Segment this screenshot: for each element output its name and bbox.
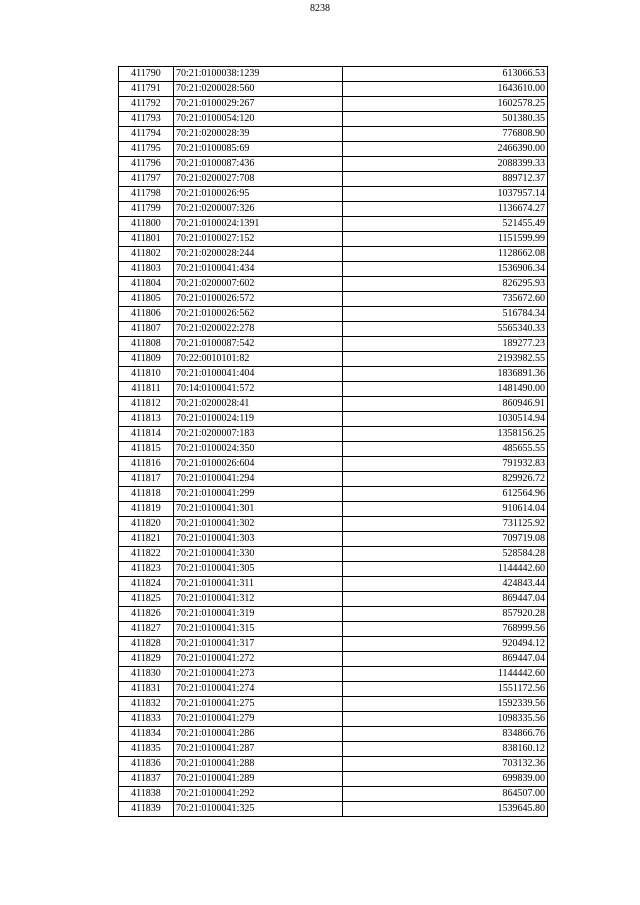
row-number-cell: 411798 (119, 187, 174, 202)
cadastral-number-cell: 70:21:0100041:287 (174, 742, 343, 757)
cadastral-number-cell: 70:21:0100041:275 (174, 697, 343, 712)
cadastral-number-cell: 70:21:0100038:1239 (174, 67, 343, 82)
table-row (119, 322, 548, 337)
cadastral-number-cell: 70:21:0100041:311 (174, 577, 343, 592)
table-row (119, 802, 548, 817)
cadastral-number-cell: 70:21:0200028:244 (174, 247, 343, 262)
row-number-cell: 411820 (119, 517, 174, 532)
row-number-cell: 411835 (119, 742, 174, 757)
row-number-cell: 411791 (119, 82, 174, 97)
cadastral-value-cell: 613066.53 (343, 67, 548, 82)
table-row (119, 727, 548, 742)
cadastral-number-cell: 70:21:0100041:302 (174, 517, 343, 532)
row-number-cell: 411817 (119, 472, 174, 487)
row-number-cell: 411826 (119, 607, 174, 622)
table-row (119, 562, 548, 577)
cadastral-value-cell: 2466390.00 (343, 142, 548, 157)
row-number-cell: 411832 (119, 697, 174, 712)
table-row (119, 427, 548, 442)
table-row (119, 382, 548, 397)
cadastral-number-cell: 70:21:0100024:1391 (174, 217, 343, 232)
cadastral-number-cell: 70:21:0200022:278 (174, 322, 343, 337)
table-row (119, 82, 548, 97)
cadastral-value-cell: 2088399.33 (343, 157, 548, 172)
cadastral-number-cell: 70:21:0100041:279 (174, 712, 343, 727)
cadastral-number-cell: 70:21:0100087:436 (174, 157, 343, 172)
cadastral-value-cell: 1592339.56 (343, 697, 548, 712)
cadastral-value-cell: 709719.08 (343, 532, 548, 547)
row-number-cell: 411797 (119, 172, 174, 187)
cadastral-value-cell: 485655.55 (343, 442, 548, 457)
cadastral-number-cell: 70:21:0100041:319 (174, 607, 343, 622)
table-row (119, 592, 548, 607)
cadastral-number-cell: 70:21:0100041:292 (174, 787, 343, 802)
table-row (119, 742, 548, 757)
cadastral-value-cell: 501380.35 (343, 112, 548, 127)
table-row (119, 367, 548, 382)
cadastral-value-cell: 864507.00 (343, 787, 548, 802)
row-number-cell: 411816 (119, 457, 174, 472)
cadastral-number-cell: 70:21:0200007:602 (174, 277, 343, 292)
cadastral-value-cell: 424843.44 (343, 577, 548, 592)
row-number-cell: 411810 (119, 367, 174, 382)
cadastral-value-table (118, 66, 548, 817)
cadastral-value-cell: 1128662.08 (343, 247, 548, 262)
table-row (119, 772, 548, 787)
table-row (119, 202, 548, 217)
cadastral-value-cell: 5565340.33 (343, 322, 548, 337)
cadastral-value-cell: 189277.23 (343, 337, 548, 352)
cadastral-number-cell: 70:21:0100041:404 (174, 367, 343, 382)
row-number-cell: 411799 (119, 202, 174, 217)
cadastral-value-cell: 869447.04 (343, 652, 548, 667)
table-row (119, 787, 548, 802)
cadastral-value-cell: 528584.28 (343, 547, 548, 562)
row-number-cell: 411821 (119, 532, 174, 547)
row-number-cell: 411834 (119, 727, 174, 742)
cadastral-number-cell: 70:21:0200007:326 (174, 202, 343, 217)
cadastral-value-cell: 838160.12 (343, 742, 548, 757)
cadastral-number-cell: 70:21:0200007:183 (174, 427, 343, 442)
table-row (119, 637, 548, 652)
row-number-cell: 411795 (119, 142, 174, 157)
row-number-cell: 411792 (119, 97, 174, 112)
cadastral-number-cell: 70:14:0100041:572 (174, 382, 343, 397)
cadastral-value-cell: 829926.72 (343, 472, 548, 487)
table-row (119, 532, 548, 547)
cadastral-value-cell: 1643610.00 (343, 82, 548, 97)
row-number-cell: 411802 (119, 247, 174, 262)
cadastral-number-cell: 70:21:0100041:312 (174, 592, 343, 607)
cadastral-value-cell: 521455.49 (343, 217, 548, 232)
table-row (119, 157, 548, 172)
cadastral-value-cell: 1144442.60 (343, 667, 548, 682)
row-number-cell: 411811 (119, 382, 174, 397)
table-row (119, 682, 548, 697)
row-number-cell: 411809 (119, 352, 174, 367)
row-number-cell: 411822 (119, 547, 174, 562)
row-number-cell: 411814 (119, 427, 174, 442)
cadastral-number-cell: 70:22:0010101:82 (174, 352, 343, 367)
cadastral-value-cell: 768999.56 (343, 622, 548, 637)
table-row (119, 712, 548, 727)
cadastral-number-cell: 70:21:0100041:272 (174, 652, 343, 667)
cadastral-value-cell: 1358156.25 (343, 427, 548, 442)
row-number-cell: 411801 (119, 232, 174, 247)
cadastral-value-cell: 735672.60 (343, 292, 548, 307)
row-number-cell: 411805 (119, 292, 174, 307)
row-number-cell: 411790 (119, 67, 174, 82)
cadastral-number-cell: 70:21:0100041:301 (174, 502, 343, 517)
row-number-cell: 411833 (119, 712, 174, 727)
cadastral-value-cell: 1481490.00 (343, 382, 548, 397)
cadastral-value-cell: 1539645.80 (343, 802, 548, 817)
row-number-cell: 411837 (119, 772, 174, 787)
row-number-cell: 411829 (119, 652, 174, 667)
table-row (119, 487, 548, 502)
cadastral-number-cell: 70:21:0100054:120 (174, 112, 343, 127)
cadastral-number-cell: 70:21:0200028:41 (174, 397, 343, 412)
cadastral-value-cell: 1836891.36 (343, 367, 548, 382)
table-row (119, 517, 548, 532)
table-row (119, 67, 548, 82)
cadastral-number-cell: 70:21:0100041:330 (174, 547, 343, 562)
cadastral-number-cell: 70:21:0100041:294 (174, 472, 343, 487)
table-row (119, 457, 548, 472)
cadastral-value-cell: 920494.12 (343, 637, 548, 652)
page-number: 8238 (310, 3, 330, 14)
row-number-cell: 411828 (119, 637, 174, 652)
cadastral-value-cell: 857920.28 (343, 607, 548, 622)
cadastral-value-cell: 826295.93 (343, 277, 548, 292)
row-number-cell: 411813 (119, 412, 174, 427)
row-number-cell: 411830 (119, 667, 174, 682)
cadastral-value-cell: 1037957.14 (343, 187, 548, 202)
cadastral-number-cell: 70:21:0100041:317 (174, 637, 343, 652)
cadastral-value-cell: 516784.34 (343, 307, 548, 322)
table-row (119, 472, 548, 487)
row-number-cell: 411819 (119, 502, 174, 517)
row-number-cell: 411815 (119, 442, 174, 457)
cadastral-value-cell: 1151599.99 (343, 232, 548, 247)
cadastral-value-cell: 910614.04 (343, 502, 548, 517)
cadastral-number-cell: 70:21:0100041:273 (174, 667, 343, 682)
cadastral-number-cell: 70:21:0100029:267 (174, 97, 343, 112)
row-number-cell: 411836 (119, 757, 174, 772)
table-body (119, 67, 548, 817)
cadastral-number-cell: 70:21:0100041:305 (174, 562, 343, 577)
cadastral-value-cell: 1602578.25 (343, 97, 548, 112)
cadastral-number-cell: 70:21:0100041:303 (174, 532, 343, 547)
table-row (119, 397, 548, 412)
cadastral-number-cell: 70:21:0100041:288 (174, 757, 343, 772)
row-number-cell: 411806 (119, 307, 174, 322)
cadastral-number-cell: 70:21:0100041:434 (174, 262, 343, 277)
row-number-cell: 411812 (119, 397, 174, 412)
row-number-cell: 411839 (119, 802, 174, 817)
cadastral-number-cell: 70:21:0100026:562 (174, 307, 343, 322)
table-row (119, 142, 548, 157)
table-row (119, 412, 548, 427)
cadastral-number-cell: 70:21:0100027:152 (174, 232, 343, 247)
table-row (119, 277, 548, 292)
cadastral-number-cell: 70:21:0100026:604 (174, 457, 343, 472)
cadastral-value-cell: 1098335.56 (343, 712, 548, 727)
table-row (119, 337, 548, 352)
cadastral-number-cell: 70:21:0100026:95 (174, 187, 343, 202)
table-row (119, 667, 548, 682)
cadastral-value-cell: 1144442.60 (343, 562, 548, 577)
cadastral-value-cell: 1136674.27 (343, 202, 548, 217)
table-row (119, 292, 548, 307)
cadastral-value-cell: 1030514.94 (343, 412, 548, 427)
cadastral-value-cell: 834866.76 (343, 727, 548, 742)
row-number-cell: 411827 (119, 622, 174, 637)
cadastral-number-cell: 70:21:0100041:315 (174, 622, 343, 637)
cadastral-value-cell: 731125.92 (343, 517, 548, 532)
table-row (119, 577, 548, 592)
table-row (119, 172, 548, 187)
table-row (119, 247, 548, 262)
row-number-cell: 411803 (119, 262, 174, 277)
row-number-cell: 411838 (119, 787, 174, 802)
cadastral-number-cell: 70:21:0100026:572 (174, 292, 343, 307)
cadastral-number-cell: 70:21:0100041:289 (174, 772, 343, 787)
table-row (119, 112, 548, 127)
cadastral-value-cell: 612564.96 (343, 487, 548, 502)
cadastral-value-cell: 2193982.55 (343, 352, 548, 367)
cadastral-value-cell: 869447.04 (343, 592, 548, 607)
table-row (119, 232, 548, 247)
row-number-cell: 411824 (119, 577, 174, 592)
row-number-cell: 411804 (119, 277, 174, 292)
cadastral-number-cell: 70:21:0200028:560 (174, 82, 343, 97)
cadastral-number-cell: 70:21:0200027:708 (174, 172, 343, 187)
row-number-cell: 411823 (119, 562, 174, 577)
cadastral-number-cell: 70:21:0200028:39 (174, 127, 343, 142)
table-row (119, 607, 548, 622)
table-row (119, 217, 548, 232)
cadastral-value-cell: 776808.90 (343, 127, 548, 142)
cadastral-number-cell: 70:21:0100041:299 (174, 487, 343, 502)
cadastral-number-cell: 70:21:0100024:350 (174, 442, 343, 457)
table-row (119, 442, 548, 457)
row-number-cell: 411794 (119, 127, 174, 142)
cadastral-number-cell: 70:21:0100085:69 (174, 142, 343, 157)
row-number-cell: 411831 (119, 682, 174, 697)
row-number-cell: 411796 (119, 157, 174, 172)
row-number-cell: 411793 (119, 112, 174, 127)
table-row (119, 307, 548, 322)
cadastral-value-cell: 703132.36 (343, 757, 548, 772)
cadastral-value-cell: 889712.37 (343, 172, 548, 187)
cadastral-value-cell: 791932.83 (343, 457, 548, 472)
table-row (119, 127, 548, 142)
cadastral-number-cell: 70:21:0100041:325 (174, 802, 343, 817)
row-number-cell: 411818 (119, 487, 174, 502)
cadastral-value-cell: 1551172.56 (343, 682, 548, 697)
row-number-cell: 411800 (119, 217, 174, 232)
cadastral-number-cell: 70:21:0100041:274 (174, 682, 343, 697)
table-row (119, 262, 548, 277)
table-row (119, 697, 548, 712)
table-row (119, 757, 548, 772)
cadastral-value-cell: 860946.91 (343, 397, 548, 412)
cadastral-number-cell: 70:21:0100087:542 (174, 337, 343, 352)
table-row (119, 352, 548, 367)
cadastral-value-cell: 699839.00 (343, 772, 548, 787)
table-row (119, 547, 548, 562)
table-row (119, 652, 548, 667)
row-number-cell: 411808 (119, 337, 174, 352)
table-row (119, 187, 548, 202)
row-number-cell: 411807 (119, 322, 174, 337)
row-number-cell: 411825 (119, 592, 174, 607)
cadastral-number-cell: 70:21:0100024:119 (174, 412, 343, 427)
table-row (119, 502, 548, 517)
table-row (119, 622, 548, 637)
cadastral-number-cell: 70:21:0100041:286 (174, 727, 343, 742)
table-row (119, 97, 548, 112)
cadastral-value-cell: 1536906.34 (343, 262, 548, 277)
